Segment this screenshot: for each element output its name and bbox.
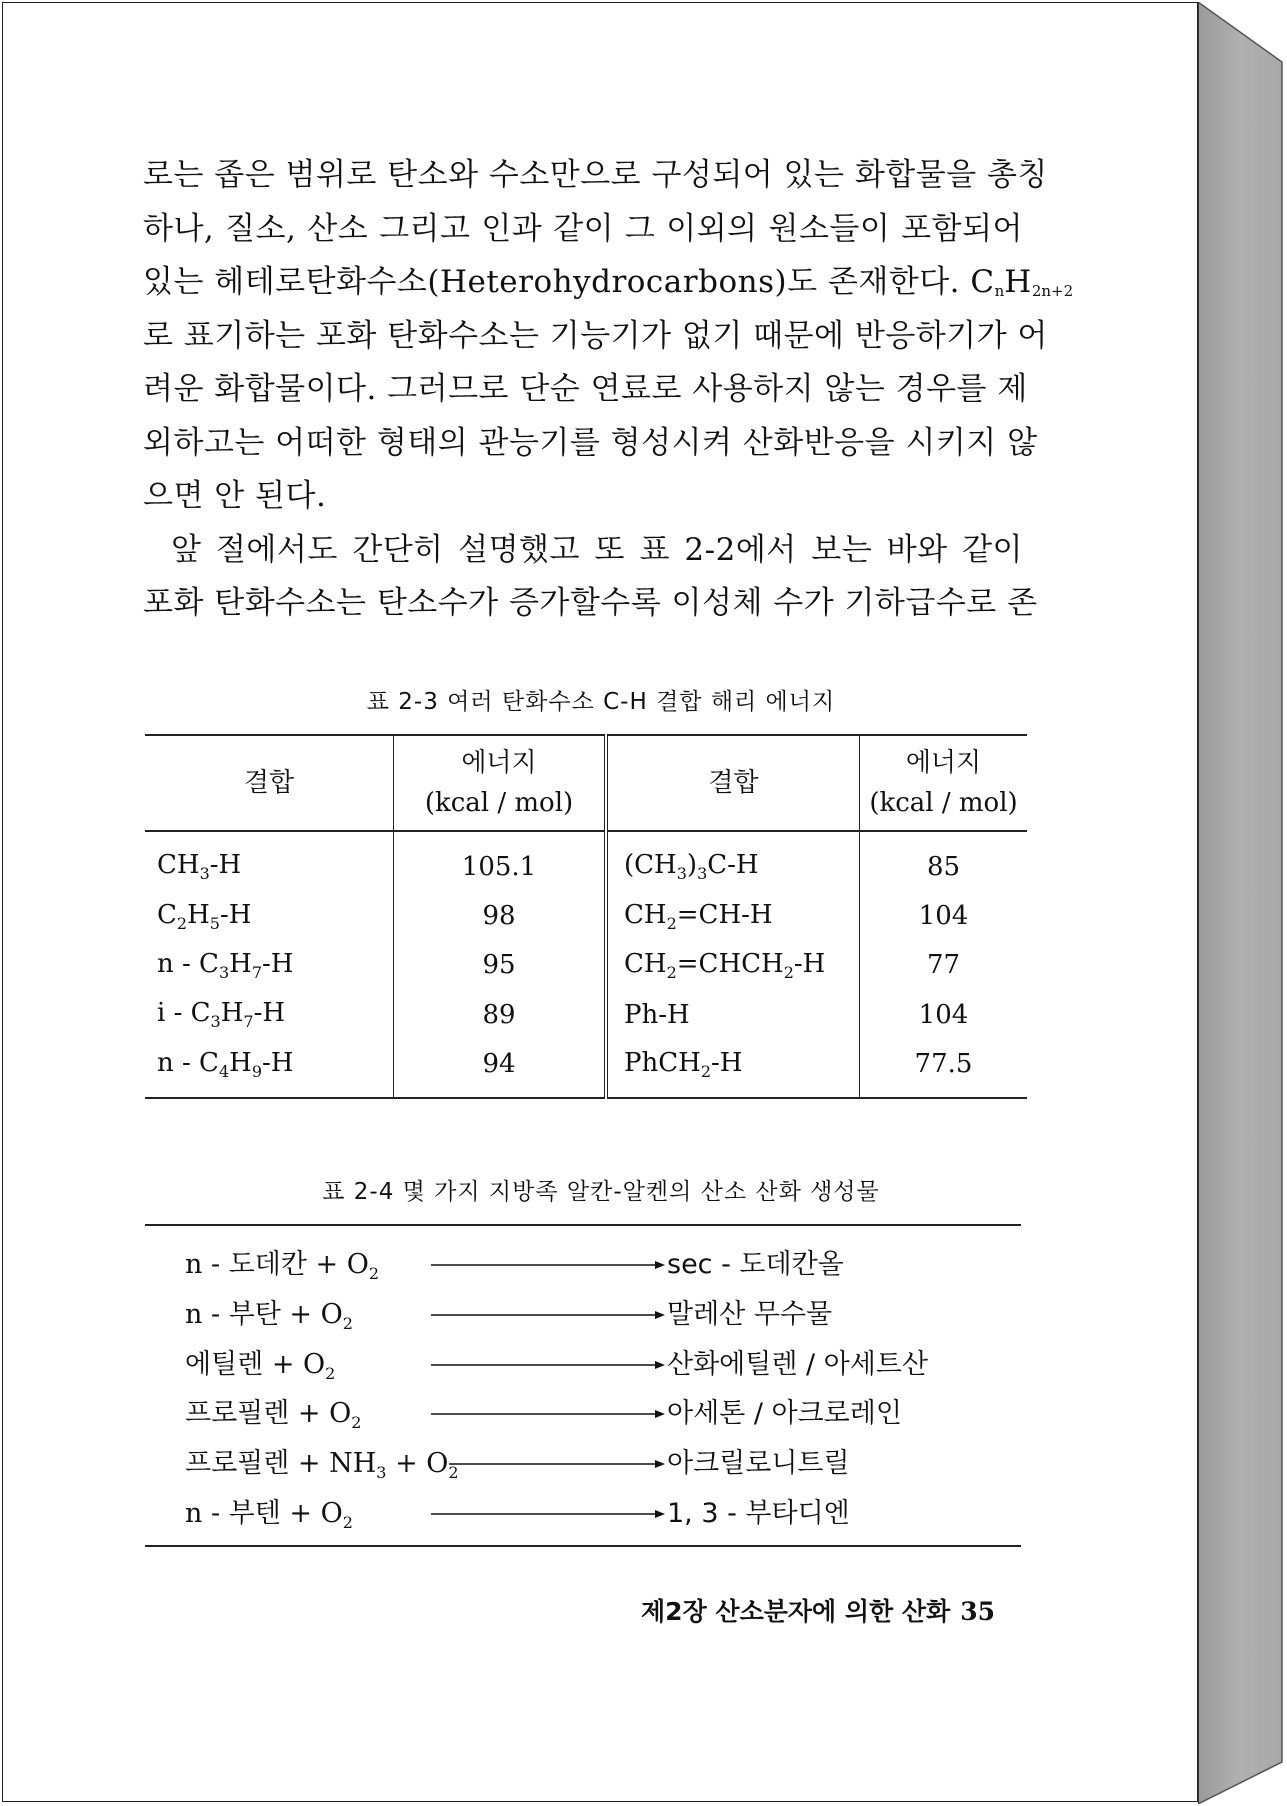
spine-shading [1198, 2, 1286, 1804]
product: 산화에틸렌 / 아세트산 [667, 1348, 928, 1380]
formula-subscript: 3 [218, 962, 230, 982]
reaction-row [145, 1487, 1021, 1537]
reactant-text: 프로필렌 + NH [185, 1448, 377, 1480]
text-line: 하나, 질소, 산소 그리고 인과 같이 그 이외의 원소들이 포함되어 [143, 210, 1023, 247]
text-line: 포화 탄화수소는 탄소수가 증가할수록 이성체 수가 기하급수로 존 [143, 585, 1038, 621]
table-row [145, 891, 1027, 940]
header-bond: 결합 [145, 735, 394, 831]
body-paragraph [143, 149, 1074, 631]
formula-part: =CHCH [676, 948, 784, 979]
formula-subscript: 4 [218, 1061, 230, 1081]
formula-subscript: 2 [783, 962, 794, 982]
energy-cell: 98 [394, 891, 607, 940]
formula-part: C [157, 899, 177, 930]
product: 1, 3 - 부타디엔 [667, 1497, 850, 1529]
energy-cell: 104 [918, 901, 969, 932]
reactants [185, 1342, 335, 1383]
product: 말레산 무수물 [667, 1298, 833, 1330]
energy-cell: 94 [394, 1040, 607, 1098]
formula-part: -H [219, 899, 252, 930]
bond-cell [145, 1040, 394, 1098]
formula-part: (CH [624, 850, 677, 881]
reaction-arrow-icon [429, 1360, 667, 1370]
formula-subscript: 3 [210, 1012, 221, 1032]
reactant-text: 프로필렌 + O [185, 1398, 352, 1430]
product: 아세톤 / 아크로레인 [667, 1398, 902, 1430]
formula-subscript: 2 [448, 1463, 459, 1483]
formula-subscript: 2 [700, 1061, 711, 1081]
bond-cell [606, 831, 860, 891]
book-page [2, 2, 1198, 1802]
formula-part: H [229, 948, 252, 979]
bond-cell [145, 891, 394, 940]
formula-part: PhCH [624, 1047, 701, 1078]
formula-part: ) [686, 850, 698, 881]
energy-cell: 77.5 [914, 1049, 973, 1080]
reaction-arrow-icon [429, 1260, 667, 1270]
bond-cell [145, 941, 394, 990]
reaction-arrow-icon [429, 1509, 667, 1519]
formula-subscript: 2 [342, 1313, 353, 1333]
formula-part: CH [624, 948, 667, 979]
formula-subscript: 2n+2 [1031, 282, 1074, 300]
bond-cell [145, 831, 394, 891]
text-line: 려운 화합물이다. 그러므로 단순 연료로 사용하지 않는 경우를 제 [143, 371, 1028, 407]
reaction-row [145, 1338, 1021, 1388]
text-line: 외하고는 어떠한 형태의 관능기를 형성시켜 산화반응을 시키지 않 [143, 424, 1038, 461]
formula-subscript: 3 [199, 864, 210, 884]
formula-subscript: 3 [676, 864, 687, 884]
reactant-text: n - 부탄 + O [185, 1298, 343, 1330]
header-energy-label: 에너지 [905, 748, 982, 778]
energy-cell: 77 [926, 950, 961, 981]
formula-subscript: 2 [342, 1512, 353, 1532]
formula-part: n - C [157, 948, 219, 979]
bond-energy-table [145, 734, 1027, 1099]
table-row [145, 990, 1027, 1039]
header-energy [394, 735, 607, 831]
text-line: 로 표기하는 포화 탄화수소는 기능기가 없기 때문에 반응하기가 어 [143, 317, 1048, 354]
table-row [145, 831, 1027, 891]
text-segment: 있는 헤테로탄화수소(Heterohydrocarbons)도 존재한다. [143, 264, 961, 300]
text-line: 로는 좁은 범위로 탄소와 수소만으로 구성되어 있는 화합물을 총칭 [143, 157, 1048, 193]
text-line: 으면 안 된다. [143, 478, 327, 514]
header-energy-label: 에너지 [461, 748, 537, 778]
formula-subscript: 2 [351, 1413, 362, 1433]
page-footer [623, 1592, 995, 1628]
bond-cell [606, 891, 860, 940]
text-line: 앞 절에서도 간단히 설명했고 또 표 2-2에서 보는 바와 같이 [171, 531, 1023, 568]
bond-cell [606, 1040, 860, 1098]
reactant-text: n - 도데칸 + O [185, 1249, 369, 1280]
table-2-4-caption: 표 2-4 몇 가지 지방족 알칸-알켄의 산소 산화 생성물 [322, 1179, 880, 1205]
formula-part: H [229, 1047, 252, 1078]
reaction-arrow-icon [429, 1310, 667, 1320]
formula-subscript: 3 [697, 864, 708, 884]
formula-part: CH [157, 850, 200, 881]
formula-subscript: 2 [666, 913, 677, 933]
table-row [145, 941, 1027, 990]
formula-part: H [220, 998, 244, 1029]
energy-cell: 89 [394, 990, 607, 1039]
book-spine-edge [1198, 2, 1286, 1804]
energy-cell: 85 [926, 851, 961, 882]
formula-subscript: 5 [209, 913, 220, 933]
text-line-with-formula [143, 256, 1074, 310]
reaction-arrow-icon [429, 1409, 667, 1419]
bond-cell [606, 990, 860, 1039]
chapter-title: 제2장 산소분자에 의한 산화 [641, 1597, 951, 1626]
formula-part: Ph-H [624, 999, 690, 1030]
reactants [185, 1491, 353, 1532]
formula-part: H [1004, 264, 1032, 300]
formula-subscript: 7 [243, 1012, 254, 1032]
reaction-row [145, 1288, 1021, 1338]
reaction-row [145, 1387, 1021, 1437]
formula-subscript: 2 [325, 1363, 336, 1383]
formula-subscript: 9 [251, 1061, 263, 1081]
formula-part: n - C [157, 1047, 219, 1078]
page-number: 35 [960, 1597, 995, 1626]
reactant-text: + O [386, 1448, 449, 1480]
product: sec - 도데칸올 [667, 1249, 844, 1280]
product: 아크릴로니트릴 [667, 1448, 850, 1480]
reactants [185, 1391, 361, 1432]
formula-subscript: 2 [666, 962, 677, 982]
header-bond: 결합 [606, 735, 860, 831]
reaction-row [145, 1238, 1021, 1288]
oxidation-products-table [145, 1224, 1021, 1547]
header-energy [860, 735, 1028, 831]
reactants [185, 1242, 379, 1283]
formula-part: -H [711, 1047, 743, 1078]
alkane-formula [970, 264, 1073, 300]
energy-cell: 95 [394, 941, 607, 990]
formula-subscript: n [994, 282, 1005, 300]
energy-cell: 105.1 [394, 831, 607, 891]
formula-part: H [187, 899, 210, 930]
formula-part: -H [209, 850, 242, 881]
formula-part: -H [253, 998, 286, 1029]
formula-part: i - C [157, 998, 211, 1029]
reaction-row [145, 1437, 1021, 1487]
header-energy-unit: (kcal / mol) [869, 788, 1018, 818]
formula-part: -H [262, 948, 294, 979]
formula-subscript: 2 [368, 1264, 380, 1283]
table-row [145, 1040, 1027, 1098]
energy-cell: 104 [918, 999, 969, 1030]
formula-part: CH [624, 899, 667, 930]
reactants [185, 1292, 353, 1333]
bond-cell [606, 941, 860, 990]
formula-part: C-H [707, 850, 759, 881]
table-2-3-caption: 표 2-3 여러 탄화수소 C-H 결합 해리 에너지 [366, 689, 836, 715]
formula-subscript: 3 [376, 1463, 387, 1483]
bond-cell [145, 990, 394, 1039]
reactants [185, 1441, 459, 1482]
formula-subscript: 7 [251, 962, 263, 982]
reactant-text: 에틸렌 + O [185, 1348, 326, 1380]
formula-part: -H [262, 1047, 294, 1078]
formula-part: =CH-H [676, 899, 773, 930]
formula-subscript: 2 [176, 913, 188, 933]
reactant-text: n - 부텐 + O [185, 1497, 343, 1529]
formula-part: -H [793, 948, 826, 979]
reaction-arrow-icon [429, 1459, 667, 1469]
header-energy-unit: (kcal / mol) [424, 788, 574, 818]
formula-part: C [970, 264, 995, 300]
